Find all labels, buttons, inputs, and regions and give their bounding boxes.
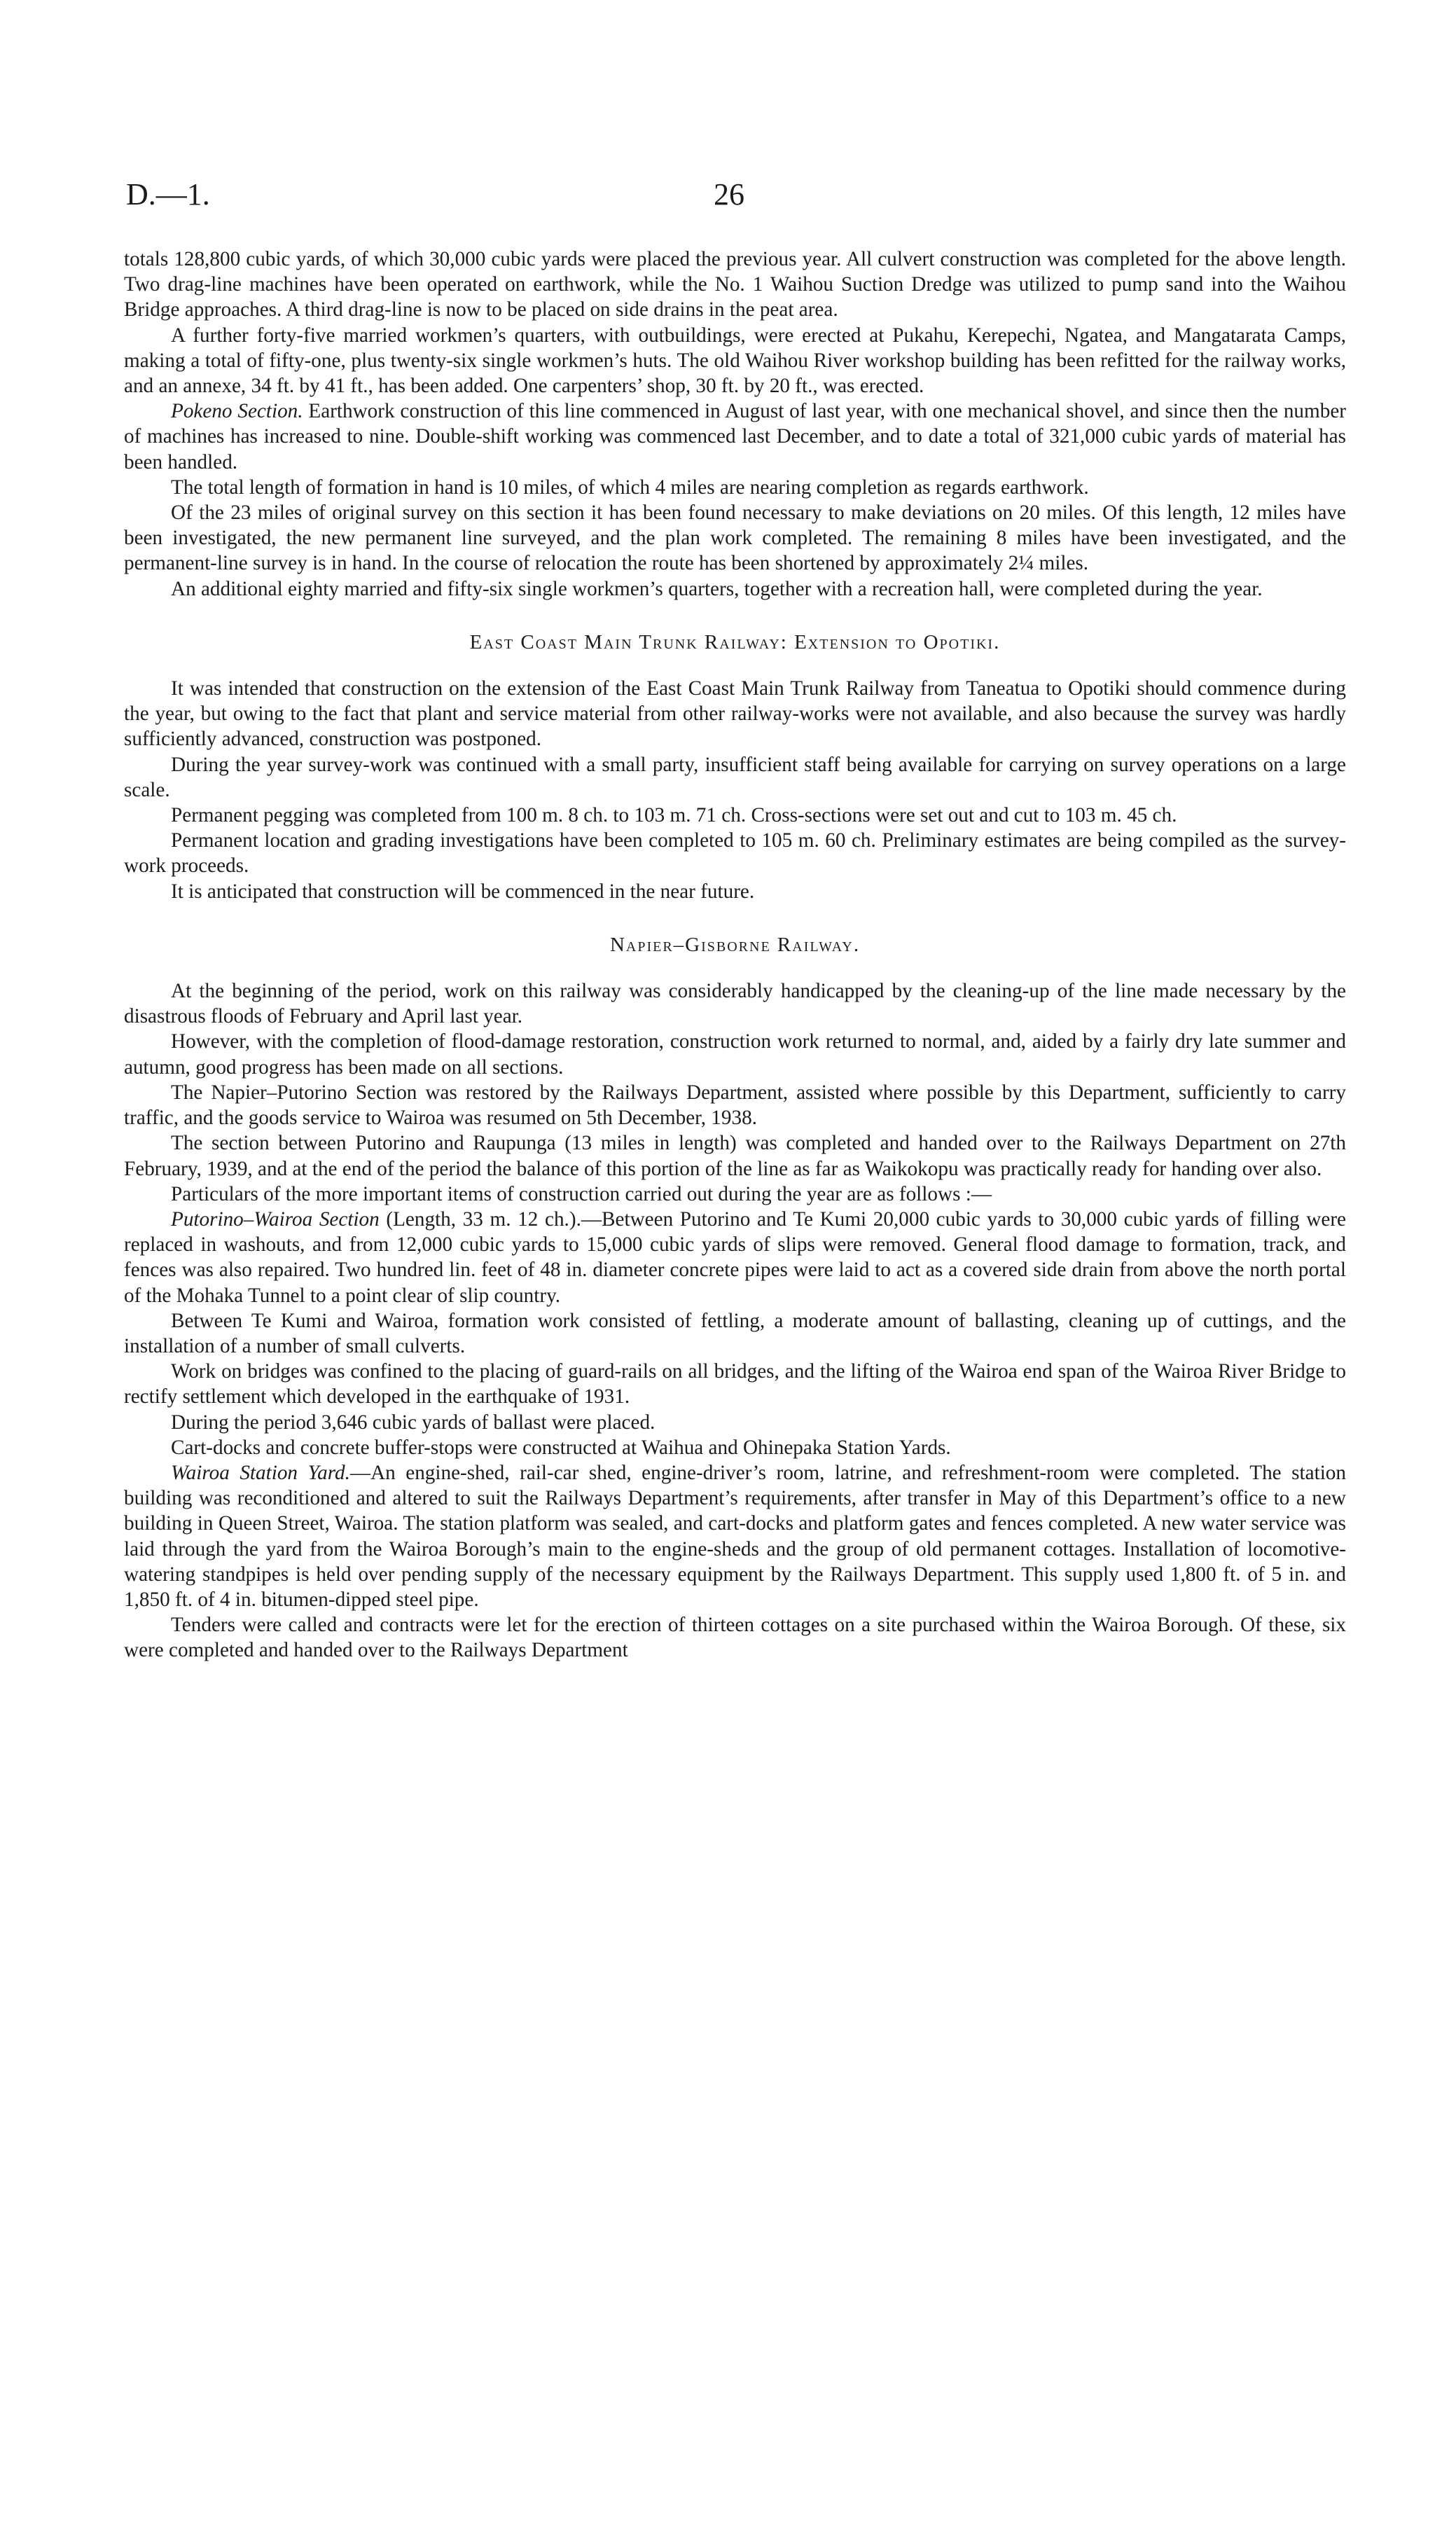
paragraph: Of the 23 miles of original survey on this section it has been found necessary to make deviations on 20 miles. Of this length, 12 miles have been investigated, the new permanent line surveyed, and the plan work completed. The remaining 8 miles have been investigated, and the permanent-line survey is in hand. In the course of relocation the route has been shortened by approximately 2¼ miles. — [124, 501, 1346, 575]
paragraph: An additional eighty married and fifty-six single workmen’s quarters, together with a recreation hall, were completed during the year. — [171, 577, 1263, 600]
paragraph: Particulars of the more important items of construction carried out during the year are as follows :— — [171, 1182, 992, 1205]
paragraph: Tenders were called and contracts were let for the erection of thirteen cottages on a site purchased within the Wairoa Borough. Of these, six were completed and handed over to the Railways Department — [124, 1614, 1346, 1662]
section-title-inline: Wairoa Station Yard. — [171, 1461, 350, 1484]
paragraph: Cart-docks and concrete buffer-stops were constructed at Waihua and Ohinepaka Station Yards. — [171, 1436, 951, 1459]
paragraph: Permanent pegging was completed from 100 m. 8 ch. to 103 m. 71 ch. Cross-sections were set out and cut to 103 m. 45 ch. — [171, 804, 1177, 827]
paragraph: The section between Putorino and Raupunga (13 miles in length) was completed and handed over to the Railways Department on 27th February, 1939, and at the end of the period the balance of this portion of the line as far as Waikokopu was practically ready for handing over also. — [124, 1132, 1346, 1180]
paragraph — [124, 399, 1346, 475]
paragraph-text: (Length, 33 m. 12 ch.).—Between Putorino and Te Kumi 20,000 cubic yards to 30,000 cubic yards of filling were replaced in washouts, and from 12,000 cubic yards to 15,000 cubic yards of slips were removed. General flood damage to formation, track, and fences was also repaired. Two hundred lin. feet of 48 in. diameter concrete pipes were laid to act as a covered side drain from above the north portal of the Mohaka Tunnel to a point clear of slip country. — [124, 1207, 1346, 1307]
section-heading: East Coast Main Trunk Railway: Extension to Opotiki. — [469, 630, 1001, 653]
document-reference: D.—1. — [126, 177, 210, 212]
paragraph: Between Te Kumi and Wairoa, formation work consisted of fettling, a moderate amount of ballasting, cleaning up of cuttings, and the installation of a number of small culverts. — [124, 1309, 1346, 1357]
page-number: 26 — [714, 177, 744, 212]
document-body — [124, 247, 1346, 1663]
paragraph: A further forty-five married workmen’s quarters, with outbuildings, were erected at Pukahu, Kerepechi, Ngatea, and Mangatarata Camps, making a total of fifty-one, plus twenty-six single workmen’s huts. The old Waihou River workshop building has been refitted for the railway works, and an annexe, 34 ft. by 41 ft., has been added. One carpenters’ shop, 30 ft. by 20 ft., was erected. — [124, 324, 1346, 398]
section-heading: Napier–Gisborne Railway. — [609, 933, 861, 956]
paragraph: However, with the completion of flood-damage restoration, construction work returned to normal, and, aided by a fairly dry late summer and autumn, good progress has been made on all sections. — [124, 1030, 1346, 1079]
paragraph: The Napier–Putorino Section was restored by the Railways Department, assisted where possible by this Department, sufficiently to carry traffic, and the goods service to Wairoa was resumed on 5th December, 1938. — [124, 1081, 1346, 1130]
paragraph — [124, 1207, 1346, 1308]
paragraph: During the year survey-work was continued with a small party, insufficient staff being available for carrying on survey operations on a large scale. — [124, 753, 1346, 801]
section-title-inline: Pokeno Section. — [171, 400, 303, 423]
page-header — [0, 176, 1456, 219]
paragraph: totals 128,800 cubic yards, of which 30,000 cubic yards were placed the previous year. All culvert construction was completed for the above length. Two drag-line machines have been operated on earthwork, while the No. 1 Waihou Suction Dredge was utilized to pump sand into the Waihou Bridge approaches. A third drag-line is now to be placed on side drains in the peat area. — [124, 248, 1346, 321]
paragraph-text: Earthwork construction of this line commenced in August of last year, with one mechanical shovel, and since then the number of machines has increased to nine. Double-shift working was commenced last December, and to date a total of 321,000 cubic yards of material has been handled. — [124, 400, 1346, 473]
paragraph: During the period 3,646 cubic yards of ballast were placed. — [171, 1411, 656, 1434]
paragraph: It was intended that construction on the extension of the East Coast Main Trunk Railway from Taneatua to Opotiki should commence during the year, but owing to the fact that plant and service material from other railway-works were not available, and also because the survey was hardly sufficiently advanced, construction was postponed. — [124, 677, 1346, 751]
paragraph: It is anticipated that construction will be commenced in the near future. — [171, 880, 755, 903]
paragraph: At the beginning of the period, work on this railway was considerably handicapped by the cleaning-up of the line made necessary by the disastrous floods of February and April last year. — [124, 980, 1346, 1028]
section-title-inline: Putorino–Wairoa Section — [171, 1207, 380, 1231]
paragraph: The total length of formation in hand is 10 miles, of which 4 miles are nearing completion as regards earthwork. — [171, 476, 1089, 499]
paragraph: Work on bridges was confined to the placing of guard-rails on all bridges, and the lifting of the Wairoa end span of the Wairoa River Bridge to rectify settlement which developed in the earthquake of 1931. — [124, 1360, 1346, 1408]
paragraph-text: —An engine-shed, rail-car shed, engine-driver’s room, latrine, and refreshment-room were completed. The station building was reconditioned and altered to suit the Railways Department’s requirements, after transfer in May of this Department’s office to a new building in Queen Street, Wairoa. The station platform was sealed, and cart-docks and platform gates and fences completed. A new water service was laid through the yard from the Wairoa Borough’s main to the engine-sheds and the group of old permanent cottages. Installation of locomotive-watering standpipes is held over pending supply of the necessary equipment by the Railways Department. This supply used 1,800 ft. of 5 in. and 1,850 ft. of 4 in. bitumen-dipped steel pipe. — [124, 1461, 1346, 1611]
paragraph: Permanent location and grading investigations have been completed to 105 m. 60 ch. Preliminary estimates are being compiled as the survey-work proceeds. — [124, 829, 1346, 878]
paragraph — [124, 1460, 1346, 1612]
